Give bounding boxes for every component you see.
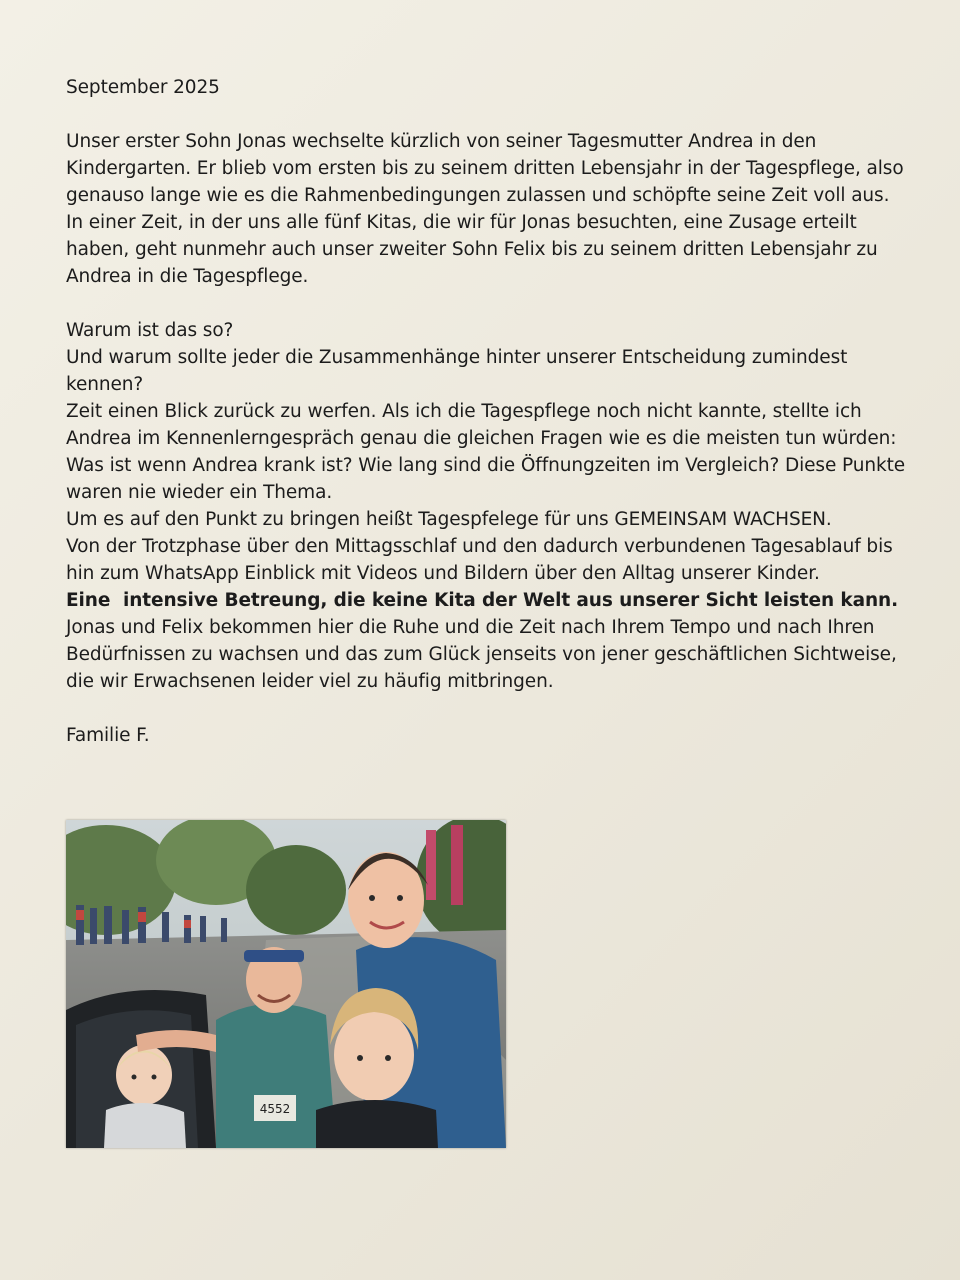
letter-date: September 2025 <box>66 77 220 98</box>
summary-line: Um es auf den Punkt zu bringen heißt Tagespfelege für uns GEMEINSAM WACHSEN. <box>66 509 832 530</box>
signature: Familie F. <box>66 725 150 746</box>
experience-paragraph: Zeit einen Blick zurück zu werfen. Als ich die Tagespflege noch nicht kannte, stellte ich Andrea im Kennenlerngespräch genau die gleichen Fragen wie es die meisten tun würden: Was ist wenn Andrea krank ist? Wie lang sind die Öffnungzeiten im Vergleich? Diese Punkte waren nie wieder ein Thema. <box>66 401 906 503</box>
family-photo <box>66 820 506 1148</box>
daily-routine-paragraph: Von der Trotzphase über den Mittagsschlaf und den dadurch verbundenen Tagesablauf bis hin zum WhatsApp Einblick mit Videos und Bildern über den Alltag unserer Kinder. <box>66 536 893 584</box>
question-line-1: Warum ist das so? <box>66 320 234 341</box>
bib-number: 4552 <box>259 1102 291 1116</box>
letter-body <box>66 74 906 749</box>
question-line-2: Und warum sollte jeder die Zusammenhänge hinter unserer Entscheidung zumindest kennen? <box>66 347 848 395</box>
intro-paragraph: Unser erster Sohn Jonas wechselte kürzlich von seiner Tagesmutter Andrea in den Kindergarten. Er blieb vom ersten bis zu seinem dritten Lebensjahr in der Tagespflege, also genauso lange wie es die Rahmenbedingungen zulassen und schöpfte seine Zeit voll aus. In einer Zeit, in der uns alle fünf Kitas, die wir für Jonas besuchten, eine Zusage erteilt haben, geht nunmehr auch unser zweiter Sohn Felix bis zu seinem dritten Lebensjahr zu Andrea in die Tagespflege. <box>66 131 904 287</box>
closing-paragraph: Jonas und Felix bekommen hier die Ruhe und die Zeit nach Ihrem Tempo und nach Ihren Bedürfnissen zu wachsen und das zum Glück jenseits von jener geschäftlichen Sichtweise, die wir Erwachsenen leider viel zu häufig mitbringen. <box>66 617 897 692</box>
bold-statement: Eine intensive Betreung, die keine Kita der Welt aus unserer Sicht leisten kann. <box>66 590 899 611</box>
